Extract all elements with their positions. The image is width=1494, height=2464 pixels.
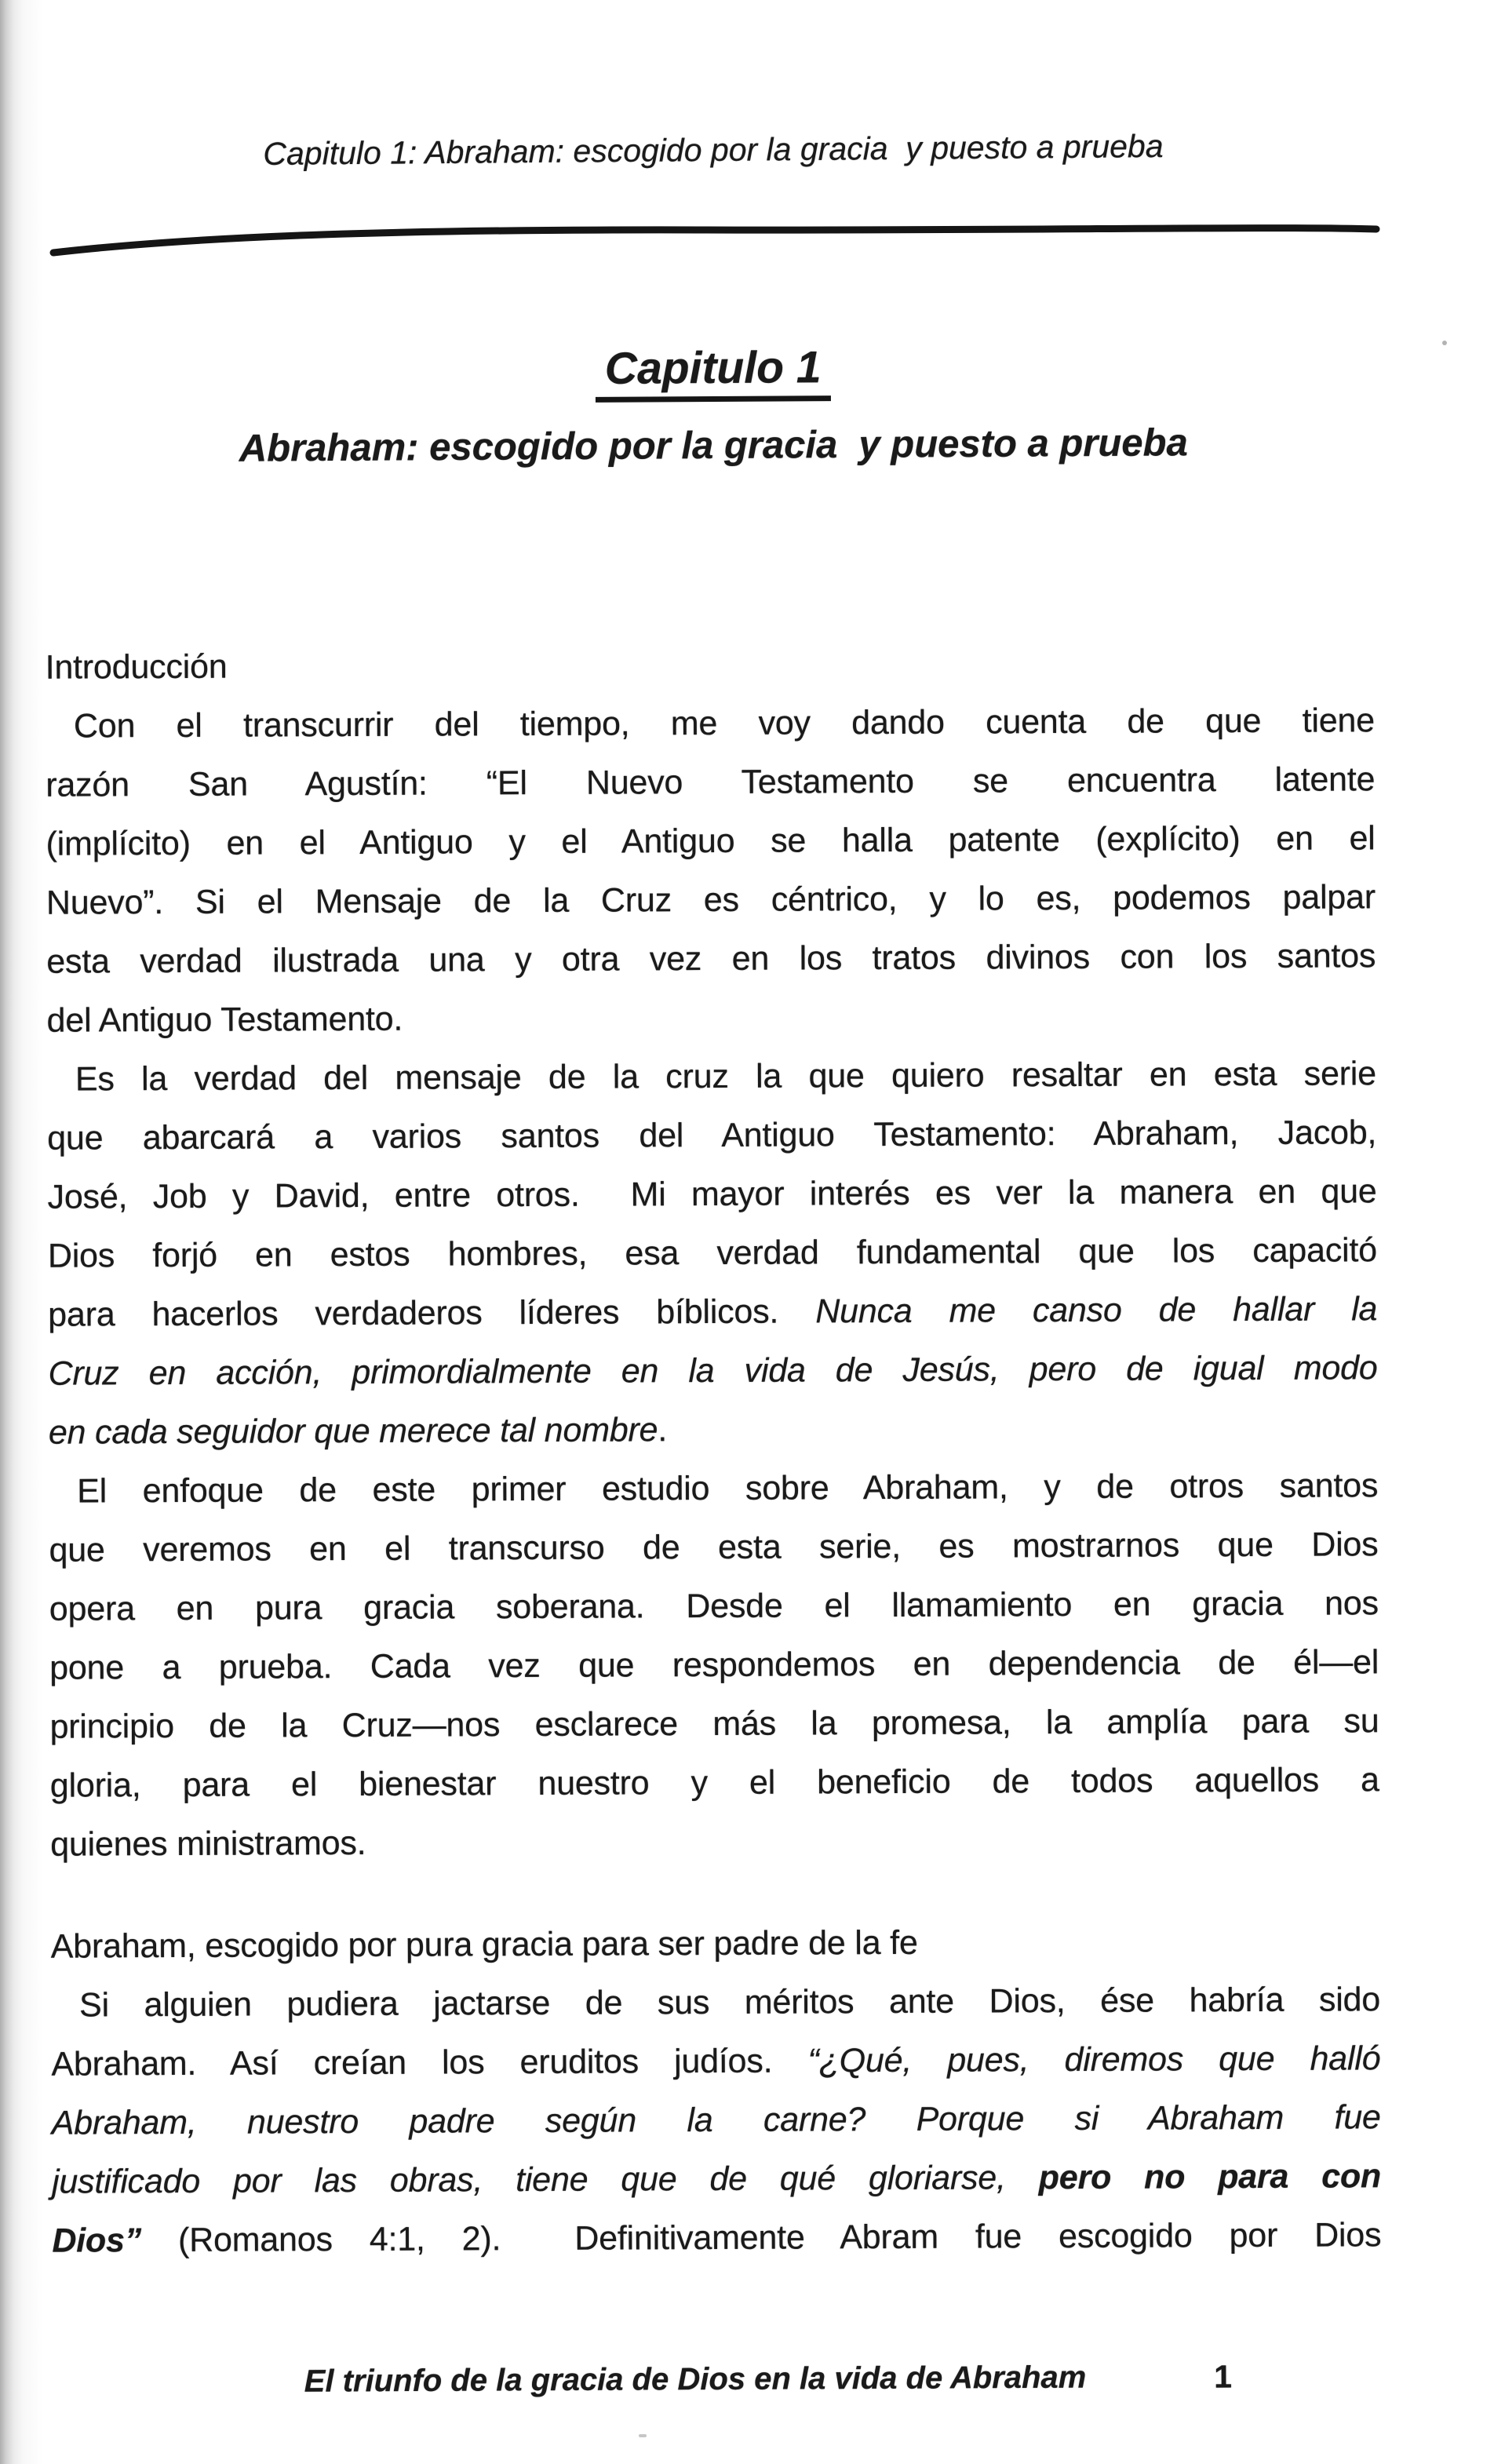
text-segment: El enfoque de este primer estudio sobre Abraham, y de otros santos	[77, 1467, 1379, 1511]
text-line	[52, 2147, 1381, 2211]
text-segment: (Romanos 4:1, 2). Definitivamente Abram fue escogido por Dios	[140, 2216, 1382, 2260]
text-line	[47, 1044, 1376, 1109]
text-segment: Abraham, escogido por pura gracia para ser padre de la fe	[50, 1923, 918, 1966]
text-segment: razón San Agustín: “El Nuevo Testamento se encuentra latente	[46, 760, 1376, 804]
text-segment: Abraham. Así creían los eruditos judíos.	[51, 2042, 808, 2083]
text-line	[52, 2206, 1381, 2270]
text-segment: pone a prueba. Cada vez que respondemos en dependencia de él—el	[49, 1643, 1379, 1687]
text-line	[48, 1280, 1377, 1344]
text-line	[51, 2029, 1380, 2094]
text-segment: Nunca me canso de hallar la	[815, 1290, 1378, 1331]
footer-title: El triunfo de la gracia de Dios en la vida de Abraham	[304, 2360, 1087, 2399]
text-segment: opera en pura gracia soberana. Desde el llamamiento en gracia nos	[49, 1584, 1379, 1628]
text-line	[47, 1162, 1376, 1227]
text-segment: Es la verdad del mensaje de la cruz la que quiero resaltar en esta serie	[75, 1055, 1377, 1099]
text-segment: quienes ministramos.	[50, 1824, 366, 1864]
body-text	[45, 632, 1381, 2270]
text-segment: Nuevo”. Si el Mensaje de la Cruz es céntrico, y lo es, podemos palpar	[46, 878, 1376, 922]
section-heading	[45, 632, 1374, 697]
divider-rule	[0, 212, 1494, 267]
chapter-title: Capitulo 1	[596, 343, 831, 403]
text-line	[47, 1103, 1376, 1168]
text-segment: principio de la Cruz—nos esclarece más la promesa, la amplía para su	[49, 1702, 1379, 1746]
text-line	[50, 1810, 1379, 1874]
scan-speck	[639, 2434, 647, 2437]
section-heading	[51, 1912, 1380, 1976]
text-segment: Con el transcurrir del tiempo, me voy dando cuenta de que tiene	[73, 702, 1376, 745]
text-segment: para hacerlos verdaderos líderes bíblicos.	[48, 1292, 816, 1334]
text-segment: esta verdad ilustrada una y otra vez en los tratos divinos con los santos	[46, 937, 1376, 981]
text-line	[46, 986, 1376, 1050]
running-header: Capitulo 1: Abraham: escogido por la gracia y puesto a prueba	[263, 127, 1164, 173]
text-line	[50, 1751, 1379, 1815]
text-line	[49, 1574, 1379, 1638]
text-segment: Si alguien pudiera jactarse de sus méritos ante Dios, ése habría sido	[78, 1981, 1381, 2025]
text-segment: que veremos en el transcurso de esta serie, es mostrarnos que Dios	[49, 1525, 1379, 1569]
text-segment: Dios”	[52, 2222, 142, 2260]
text-line	[46, 750, 1375, 815]
text-segment: .	[658, 1411, 668, 1449]
text-segment: en cada seguidor que merece tal nombre	[48, 1411, 658, 1452]
text-segment: gloria, para el bienestar nuestro y el beneficio de todos aquellos a	[49, 1761, 1379, 1805]
text-segment: Dios forjó en estos hombres, esa verdad fundamental que los capacitó	[47, 1231, 1377, 1275]
text-line	[46, 927, 1376, 991]
text-line	[49, 1633, 1379, 1697]
text-segment: pero no para con	[1038, 2157, 1382, 2197]
text-segment: Cruz en acción, primordialmente en la vida de Jesús, pero de igual modo	[48, 1349, 1378, 1393]
chapter-subtitle: Abraham: escogido por la gracia y puesto a prueba	[239, 421, 1188, 470]
text-line	[49, 1456, 1378, 1521]
chapter-title-block	[49, 340, 1379, 472]
page-footer	[49, 2353, 1378, 2407]
text-line	[52, 2088, 1381, 2152]
text-segment: “¿Qué, pues, diremos que halló	[807, 2039, 1381, 2080]
text-segment: que abarcará a varios santos del Antiguo Testamento: Abraham, Jacob,	[47, 1114, 1377, 1157]
text-segment: (implícito) en el Antiguo y el Antiguo se halla patente (explícito) en el	[46, 819, 1376, 863]
page-edge-shadow	[0, 0, 47, 2464]
text-line	[51, 1970, 1380, 2035]
text-line	[49, 1515, 1378, 1580]
text-segment: justificado por las obras, tiene que de qué gloriarse,	[51, 2159, 1039, 2201]
scan-speck	[1442, 341, 1447, 345]
text-line	[46, 868, 1376, 932]
text-segment: José, Job y David, entre otros. Mi mayor interés es ver la manera en que	[47, 1172, 1377, 1216]
text-line	[48, 1339, 1377, 1403]
text-line	[49, 1692, 1379, 1756]
text-segment: Abraham, nuestro padre según la carne? Porque si Abraham fue	[51, 2098, 1381, 2142]
text-line	[46, 691, 1375, 756]
page-number: 1	[1214, 2358, 1233, 2395]
text-segment: del Antiguo Testamento.	[46, 1000, 403, 1040]
text-line	[49, 1398, 1378, 1462]
text-line	[46, 809, 1375, 873]
text-line	[48, 1221, 1377, 1285]
text-segment: Introducción	[45, 647, 228, 687]
